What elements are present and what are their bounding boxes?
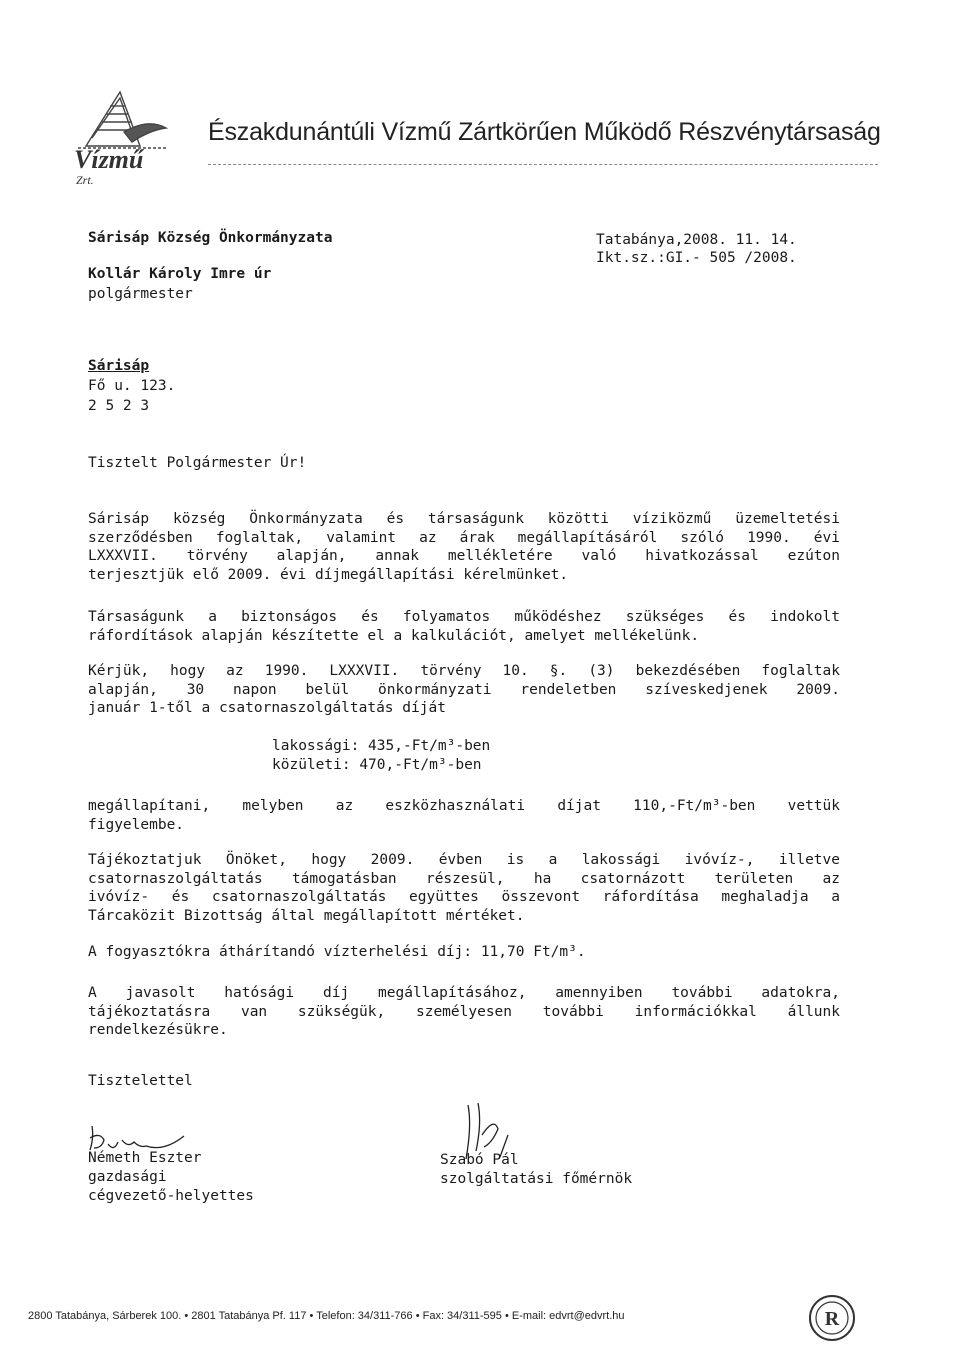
text-line: Sárisáp község Önkormányzata és társaságunk közötti víziközmű üzemeltetési — [88, 511, 840, 527]
text-line: ráfordítások alapján készítette el a kalkulációt, amelyet mellékelünk. — [88, 627, 700, 644]
rate-residential — [272, 738, 490, 754]
rate-label: közületi: — [272, 757, 351, 773]
company-name: Északdunántúli Vízmű Zártkörűen Működő Részvénytársaság — [208, 118, 881, 146]
text-line: január 1-től a csatornaszolgáltatás díját — [88, 700, 446, 716]
signatory-title: szolgáltatási főmérnök — [440, 1171, 633, 1187]
signatory-title: cégvezető-helyettes — [88, 1188, 254, 1204]
rate-value: 435,-Ft/m³-ben — [368, 738, 491, 754]
header-divider — [208, 164, 878, 165]
recipient-role: polgármester — [88, 286, 193, 302]
text-line: Kérjük, hogy az 1990. LXXXVII. törvény 10. §. (3) bekezdésében foglaltak — [88, 663, 840, 679]
company-logo — [68, 88, 178, 188]
svg-text:R: R — [824, 1308, 840, 1330]
paragraph-subsidy — [88, 851, 840, 925]
footer-contact: 2800 Tatabánya, Sárberek 100. • 2801 Tatabánya Pf. 117 • Telefon: 34/311-766 • Fax: 34/311-595 • E-mail: edvrt@edvrt.hu — [28, 1310, 625, 1322]
logo-word: Vízmű — [74, 145, 144, 174]
paragraph-load-fee: A fogyasztókra áthárítandó vízterhelési díj: 11,70 Ft/m³. — [88, 944, 586, 960]
closing: Tisztelettel — [88, 1073, 193, 1089]
recipient-name: Kollár Károly Imre úr — [88, 266, 272, 282]
place-date: Tatabánya,2008. 11. 14. — [596, 232, 797, 248]
text-line: terjesztjük elő 2009. évi díjmegállapítási kérelmünket. — [88, 566, 569, 583]
signatory-name: Szabó Pál — [440, 1152, 519, 1168]
text-line: A javasolt hatósági díj megállapításához, amennyiben további adatokra, — [88, 985, 840, 1001]
text-line: figyelembe. — [88, 816, 185, 833]
text-line: rendelkezésükre. — [88, 1022, 228, 1038]
paragraph-asset-fee — [88, 797, 840, 834]
recipient-zip: 2 5 2 3 — [88, 398, 150, 414]
recipient-street: Fő u. 123. — [88, 378, 176, 394]
paragraph-request — [88, 510, 840, 584]
paragraph-calculation — [88, 608, 840, 645]
rate-institutional — [272, 757, 482, 773]
paragraph-contact — [88, 984, 840, 1040]
signatory-name: Németh Eszter — [88, 1150, 202, 1166]
text-line: Tájékoztatjuk Önöket, hogy 2009. évben is a lakossági ivóvíz-, illetve — [88, 852, 840, 868]
recipient-city: Sárisáp — [88, 358, 150, 374]
text-line: tájékoztatásra van szükségük, személyesen további információkkal állunk — [88, 1003, 840, 1020]
text-line: LXXXVII. törvény alapján, annak mellékletére való hivatkozással ezúton — [88, 548, 840, 564]
rate-label: lakossági: — [272, 738, 360, 754]
text-line: Társaságunk a biztonságos és folyamatos működéshez szükséges és indokolt — [88, 609, 840, 625]
text-line: megállapítani, melyben az eszközhasználati díjat 110,-Ft/m³-ben vettük — [88, 798, 840, 814]
text-line: ivóvíz- és csatornaszolgáltatás együttes összevont ráfordítása meghaladja a — [88, 889, 840, 905]
certification-seal-icon — [804, 1292, 860, 1344]
text-line: szerződésben foglaltak, valamint az árak megállapításáról szóló 1990. évi — [88, 529, 840, 546]
reference-number: Ikt.sz.:GI.- 505 /2008. — [596, 250, 797, 266]
paragraph-law — [88, 662, 840, 718]
logo-sub: Zrt. — [76, 173, 94, 187]
recipient-org: Sárisáp Község Önkormányzata — [88, 230, 333, 246]
text-line: Tárcaközit Bizottság által megállapított mértéket. — [88, 907, 525, 924]
text-line: alapján, 30 napon belül önkormányzati rendeletben szíveskedjenek 2009. — [88, 681, 840, 698]
text-line: csatornaszolgáltatás támogatásban részesül, ha csatornázott területen az — [88, 870, 840, 887]
rate-value: 470,-Ft/m³-ben — [359, 757, 482, 773]
signatory-title: gazdasági — [88, 1169, 167, 1185]
salutation: Tisztelt Polgármester Úr! — [88, 455, 307, 471]
